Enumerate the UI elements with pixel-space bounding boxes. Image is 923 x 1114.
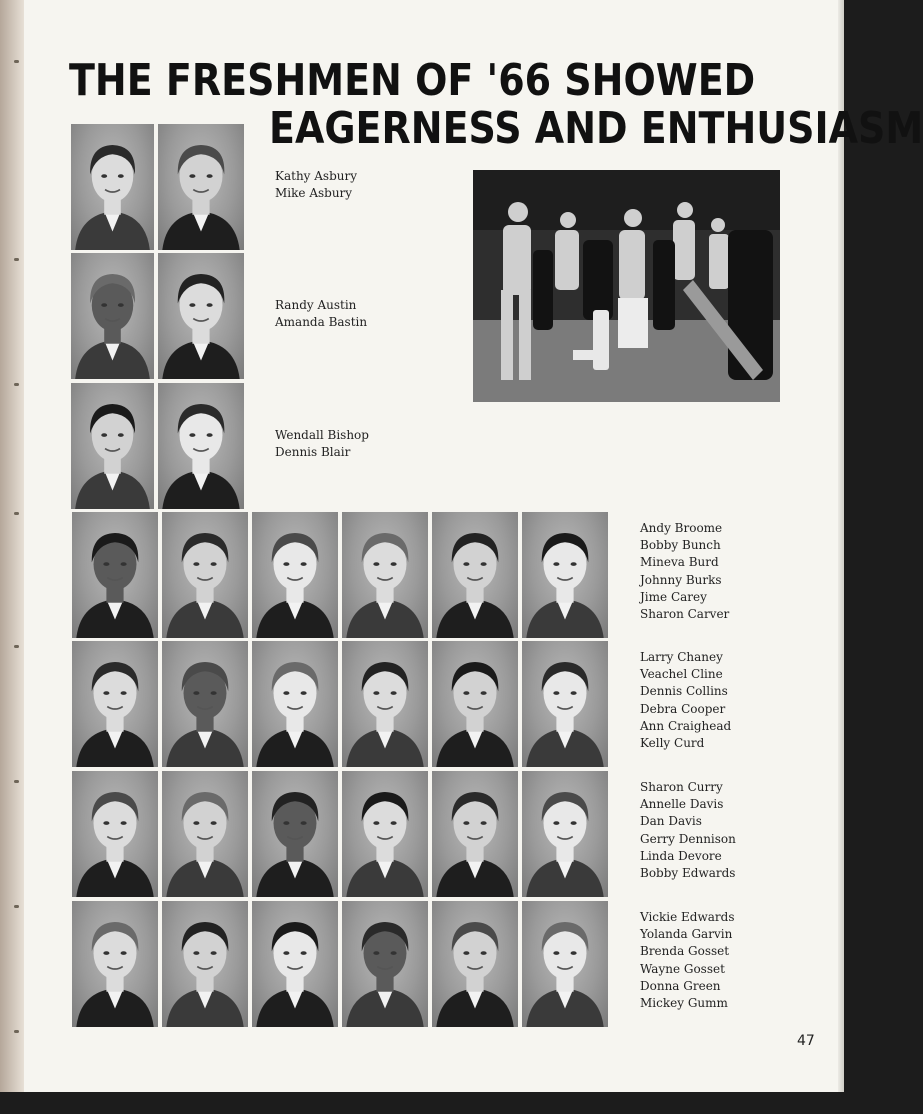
student-portrait (342, 771, 428, 897)
student-name: Bobby Edwards (640, 866, 736, 881)
group-photo (473, 170, 780, 402)
student-name-list (640, 909, 734, 1012)
student-portrait (158, 253, 244, 379)
student-name: Jime Carey (640, 589, 707, 604)
student-portrait (71, 383, 154, 509)
student-name: Dan Davis (640, 814, 702, 829)
student-name: Brenda Gosset (640, 944, 730, 959)
student-name: Annelle Davis (640, 797, 724, 812)
binding-hole (14, 60, 19, 63)
student-name: Amanda Bastin (275, 315, 368, 330)
student-portrait (432, 901, 518, 1027)
student-name: Larry Chaney (640, 650, 723, 664)
student-name: Donna Green (640, 978, 721, 993)
student-portrait (252, 641, 338, 767)
page-number: 47 (797, 1033, 815, 1049)
student-name: Wendall Bishop (275, 428, 369, 442)
student-portrait (432, 512, 518, 638)
student-name-list (275, 297, 367, 331)
student-portrait (342, 641, 428, 767)
student-name: Wayne Gosset (640, 961, 725, 976)
student-portrait (162, 901, 248, 1027)
student-portrait (162, 771, 248, 897)
student-portrait (252, 901, 338, 1027)
binding-hole (14, 512, 19, 515)
student-portrait (522, 512, 608, 638)
student-name: Andy Broome (640, 521, 723, 535)
book-spine (0, 0, 24, 1092)
student-name: Johnny Burks (640, 572, 722, 587)
student-name-list (640, 649, 731, 752)
binding-hole (14, 905, 19, 908)
student-name: Kelly Curd (640, 736, 705, 751)
binding-hole (14, 1030, 19, 1033)
headline-line-1: THE FRESHMEN OF '66 SHOWED (69, 54, 756, 106)
student-name: Mickey Gumm (640, 996, 728, 1011)
student-portrait (72, 901, 158, 1027)
student-name: Linda Devore (640, 848, 722, 863)
student-portrait (72, 512, 158, 638)
student-name: Ann Craighead (640, 718, 732, 733)
student-name: Sharon Curry (640, 780, 723, 794)
binding-hole (14, 258, 19, 261)
student-portrait (342, 901, 428, 1027)
binding-hole (14, 645, 19, 648)
student-name: Mike Asbury (275, 186, 353, 201)
student-portrait (158, 124, 244, 250)
student-portrait (522, 641, 608, 767)
student-name-list (275, 427, 369, 461)
student-name: Dennis Blair (275, 445, 351, 460)
student-portrait (162, 512, 248, 638)
student-name: Veachel Cline (640, 667, 723, 682)
student-portrait (71, 124, 154, 250)
student-portrait (71, 253, 154, 379)
headline-line-2: EAGERNESS AND ENTHUSIASM (269, 102, 923, 154)
student-portrait (72, 641, 158, 767)
student-name: Dennis Collins (640, 684, 728, 699)
student-name: Mineva Burd (640, 555, 719, 570)
student-portrait (432, 641, 518, 767)
page-edge (838, 0, 844, 1092)
student-portrait (342, 512, 428, 638)
student-name: Sharon Carver (640, 607, 730, 622)
student-portrait (162, 641, 248, 767)
student-name: Bobby Bunch (640, 538, 721, 553)
student-portrait (252, 512, 338, 638)
student-portrait (252, 771, 338, 897)
student-name-list (640, 779, 736, 882)
student-portrait (72, 771, 158, 897)
student-name-list (275, 168, 357, 202)
binding-hole (14, 383, 19, 386)
student-portrait (522, 901, 608, 1027)
student-name: Yolanda Garvin (640, 927, 733, 942)
binding-hole (14, 780, 19, 783)
student-name-list (640, 520, 729, 623)
student-name: Kathy Asbury (275, 169, 358, 183)
student-portrait (158, 383, 244, 509)
student-name: Debra Cooper (640, 701, 726, 716)
student-portrait (522, 771, 608, 897)
student-portrait (432, 771, 518, 897)
yearbook-page (24, 0, 923, 1092)
student-name: Randy Austin (275, 298, 357, 312)
student-name: Vickie Edwards (640, 910, 735, 924)
student-name: Gerry Dennison (640, 831, 736, 846)
